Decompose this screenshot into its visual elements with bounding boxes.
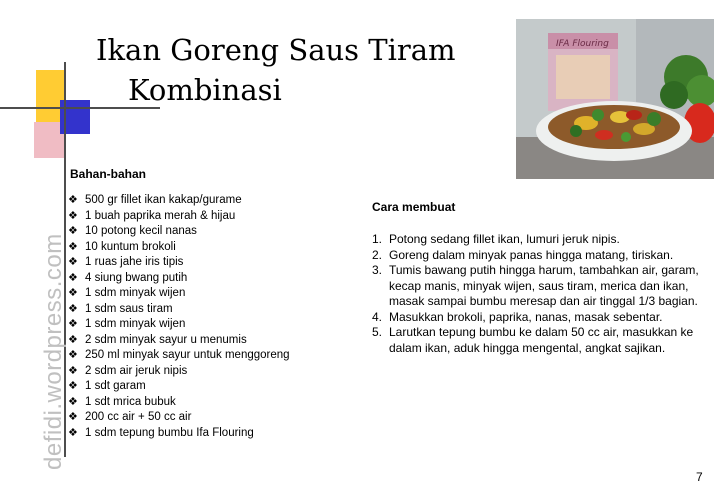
ingredient-item xyxy=(68,395,290,411)
ingredient-text: 1 sdm tepung bumbu Ifa Flouring xyxy=(85,426,254,439)
page-number: 7 xyxy=(696,470,703,484)
ingredient-text: 200 cc air + 50 cc air xyxy=(85,411,192,423)
steps-heading: Cara membuat xyxy=(372,200,456,214)
ingredient-text: 500 gr fillet ikan kakap/gurame xyxy=(85,194,242,206)
package-label: IFA Flouring xyxy=(556,39,609,49)
ingredient-item xyxy=(68,193,290,209)
diamond-bullet-icon: ❖ xyxy=(68,256,78,268)
ingredient-item xyxy=(68,317,290,333)
ingredient-text: 1 buah paprika merah & hijau xyxy=(85,209,236,222)
title-line-1: Ikan Goreng Saus Tiram xyxy=(96,33,456,67)
ingredient-item xyxy=(68,333,290,349)
step-item xyxy=(372,232,717,248)
ingredient-item xyxy=(68,240,290,256)
steps-list xyxy=(372,232,717,356)
diamond-bullet-icon: ❖ xyxy=(68,225,78,237)
diamond-bullet-icon: ❖ xyxy=(68,333,78,346)
slide-title xyxy=(96,30,516,110)
step-item xyxy=(372,325,717,356)
diamond-bullet-icon: ❖ xyxy=(68,287,78,299)
ingredients-list xyxy=(68,193,290,441)
ingredient-text: 1 sdm minyak wijen xyxy=(85,287,186,299)
ingredient-item xyxy=(68,302,290,318)
ingredient-text: 1 sdt mrica bubuk xyxy=(85,395,176,408)
ingredient-item xyxy=(68,286,290,302)
diamond-bullet-icon: ❖ xyxy=(68,411,78,423)
ingredient-text: 1 ruas jahe iris tipis xyxy=(85,256,184,268)
ingredient-item xyxy=(68,348,290,364)
step-number: 5. xyxy=(372,325,383,339)
diamond-bullet-icon: ❖ xyxy=(68,240,78,253)
diamond-bullet-icon: ❖ xyxy=(68,318,78,330)
dish-photo-illustration xyxy=(516,19,714,179)
ingredient-text: 10 kuntum brokoli xyxy=(85,240,176,253)
diamond-bullet-icon: ❖ xyxy=(68,194,78,206)
ingredient-item xyxy=(68,224,290,240)
step-number: 1. xyxy=(372,232,383,246)
ingredient-text: 4 siung bwang putih xyxy=(85,271,188,284)
ingredient-text: 2 sdm air jeruk nipis xyxy=(85,364,188,377)
watermark-text: defidi.wordpress.com xyxy=(40,233,67,470)
step-item xyxy=(372,263,717,310)
ingredient-text: 1 sdt garam xyxy=(85,380,146,392)
ingredient-item xyxy=(68,209,290,225)
ingredient-text: 10 potong kecil nanas xyxy=(85,225,197,237)
step-item xyxy=(372,310,717,326)
ingredient-text: 1 sdm minyak wijen xyxy=(85,318,186,330)
step-item xyxy=(372,248,717,264)
diamond-bullet-icon: ❖ xyxy=(68,380,78,392)
step-number: 3. xyxy=(372,263,383,277)
ingredient-text: 250 ml minyak sayur untuk menggoreng xyxy=(85,349,290,361)
step-number: 4. xyxy=(372,309,383,324)
step-text: Potong sedang fillet ikan, lumuri jeruk nipis. xyxy=(389,232,620,246)
diamond-bullet-icon: ❖ xyxy=(68,395,78,408)
diamond-bullet-icon: ❖ xyxy=(68,271,78,284)
ingredient-text: 1 sdm saus tiram xyxy=(85,302,173,315)
ingredient-item xyxy=(68,271,290,287)
step-text: Tumis bawang putih hingga harum, tambahkan air, garam, kecap manis, minyak wijen, saus tiram, merica dan ikan, masak sampai bumbu meresap dan air tinggal 1/3 bagian. xyxy=(389,263,699,308)
ingredient-item xyxy=(68,410,290,426)
ingredients-heading: Bahan-bahan xyxy=(70,167,147,181)
ingredient-item xyxy=(68,255,290,271)
dish-photo xyxy=(516,19,714,179)
diamond-bullet-icon: ❖ xyxy=(68,302,78,315)
ingredient-item xyxy=(68,364,290,380)
diamond-bullet-icon: ❖ xyxy=(68,349,78,361)
step-text: Goreng dalam minyak panas hingga matang, tiriskan. xyxy=(389,247,674,262)
step-number: 2. xyxy=(372,247,383,262)
step-text: Larutkan tepung bumbu ke dalam 50 cc air, masukkan ke dalam ikan, aduk hingga mengental, angkat sajikan. xyxy=(389,325,694,355)
ingredient-item xyxy=(68,426,290,442)
ingredient-item xyxy=(68,379,290,395)
diamond-bullet-icon: ❖ xyxy=(68,364,78,377)
title-line-2: Kombinasi xyxy=(128,73,282,107)
diamond-bullet-icon: ❖ xyxy=(68,426,78,439)
diamond-bullet-icon: ❖ xyxy=(68,209,78,222)
ingredient-text: 2 sdm minyak sayur u menumis xyxy=(85,333,247,346)
step-text: Masukkan brokoli, paprika, nanas, masak sebentar. xyxy=(389,309,663,324)
